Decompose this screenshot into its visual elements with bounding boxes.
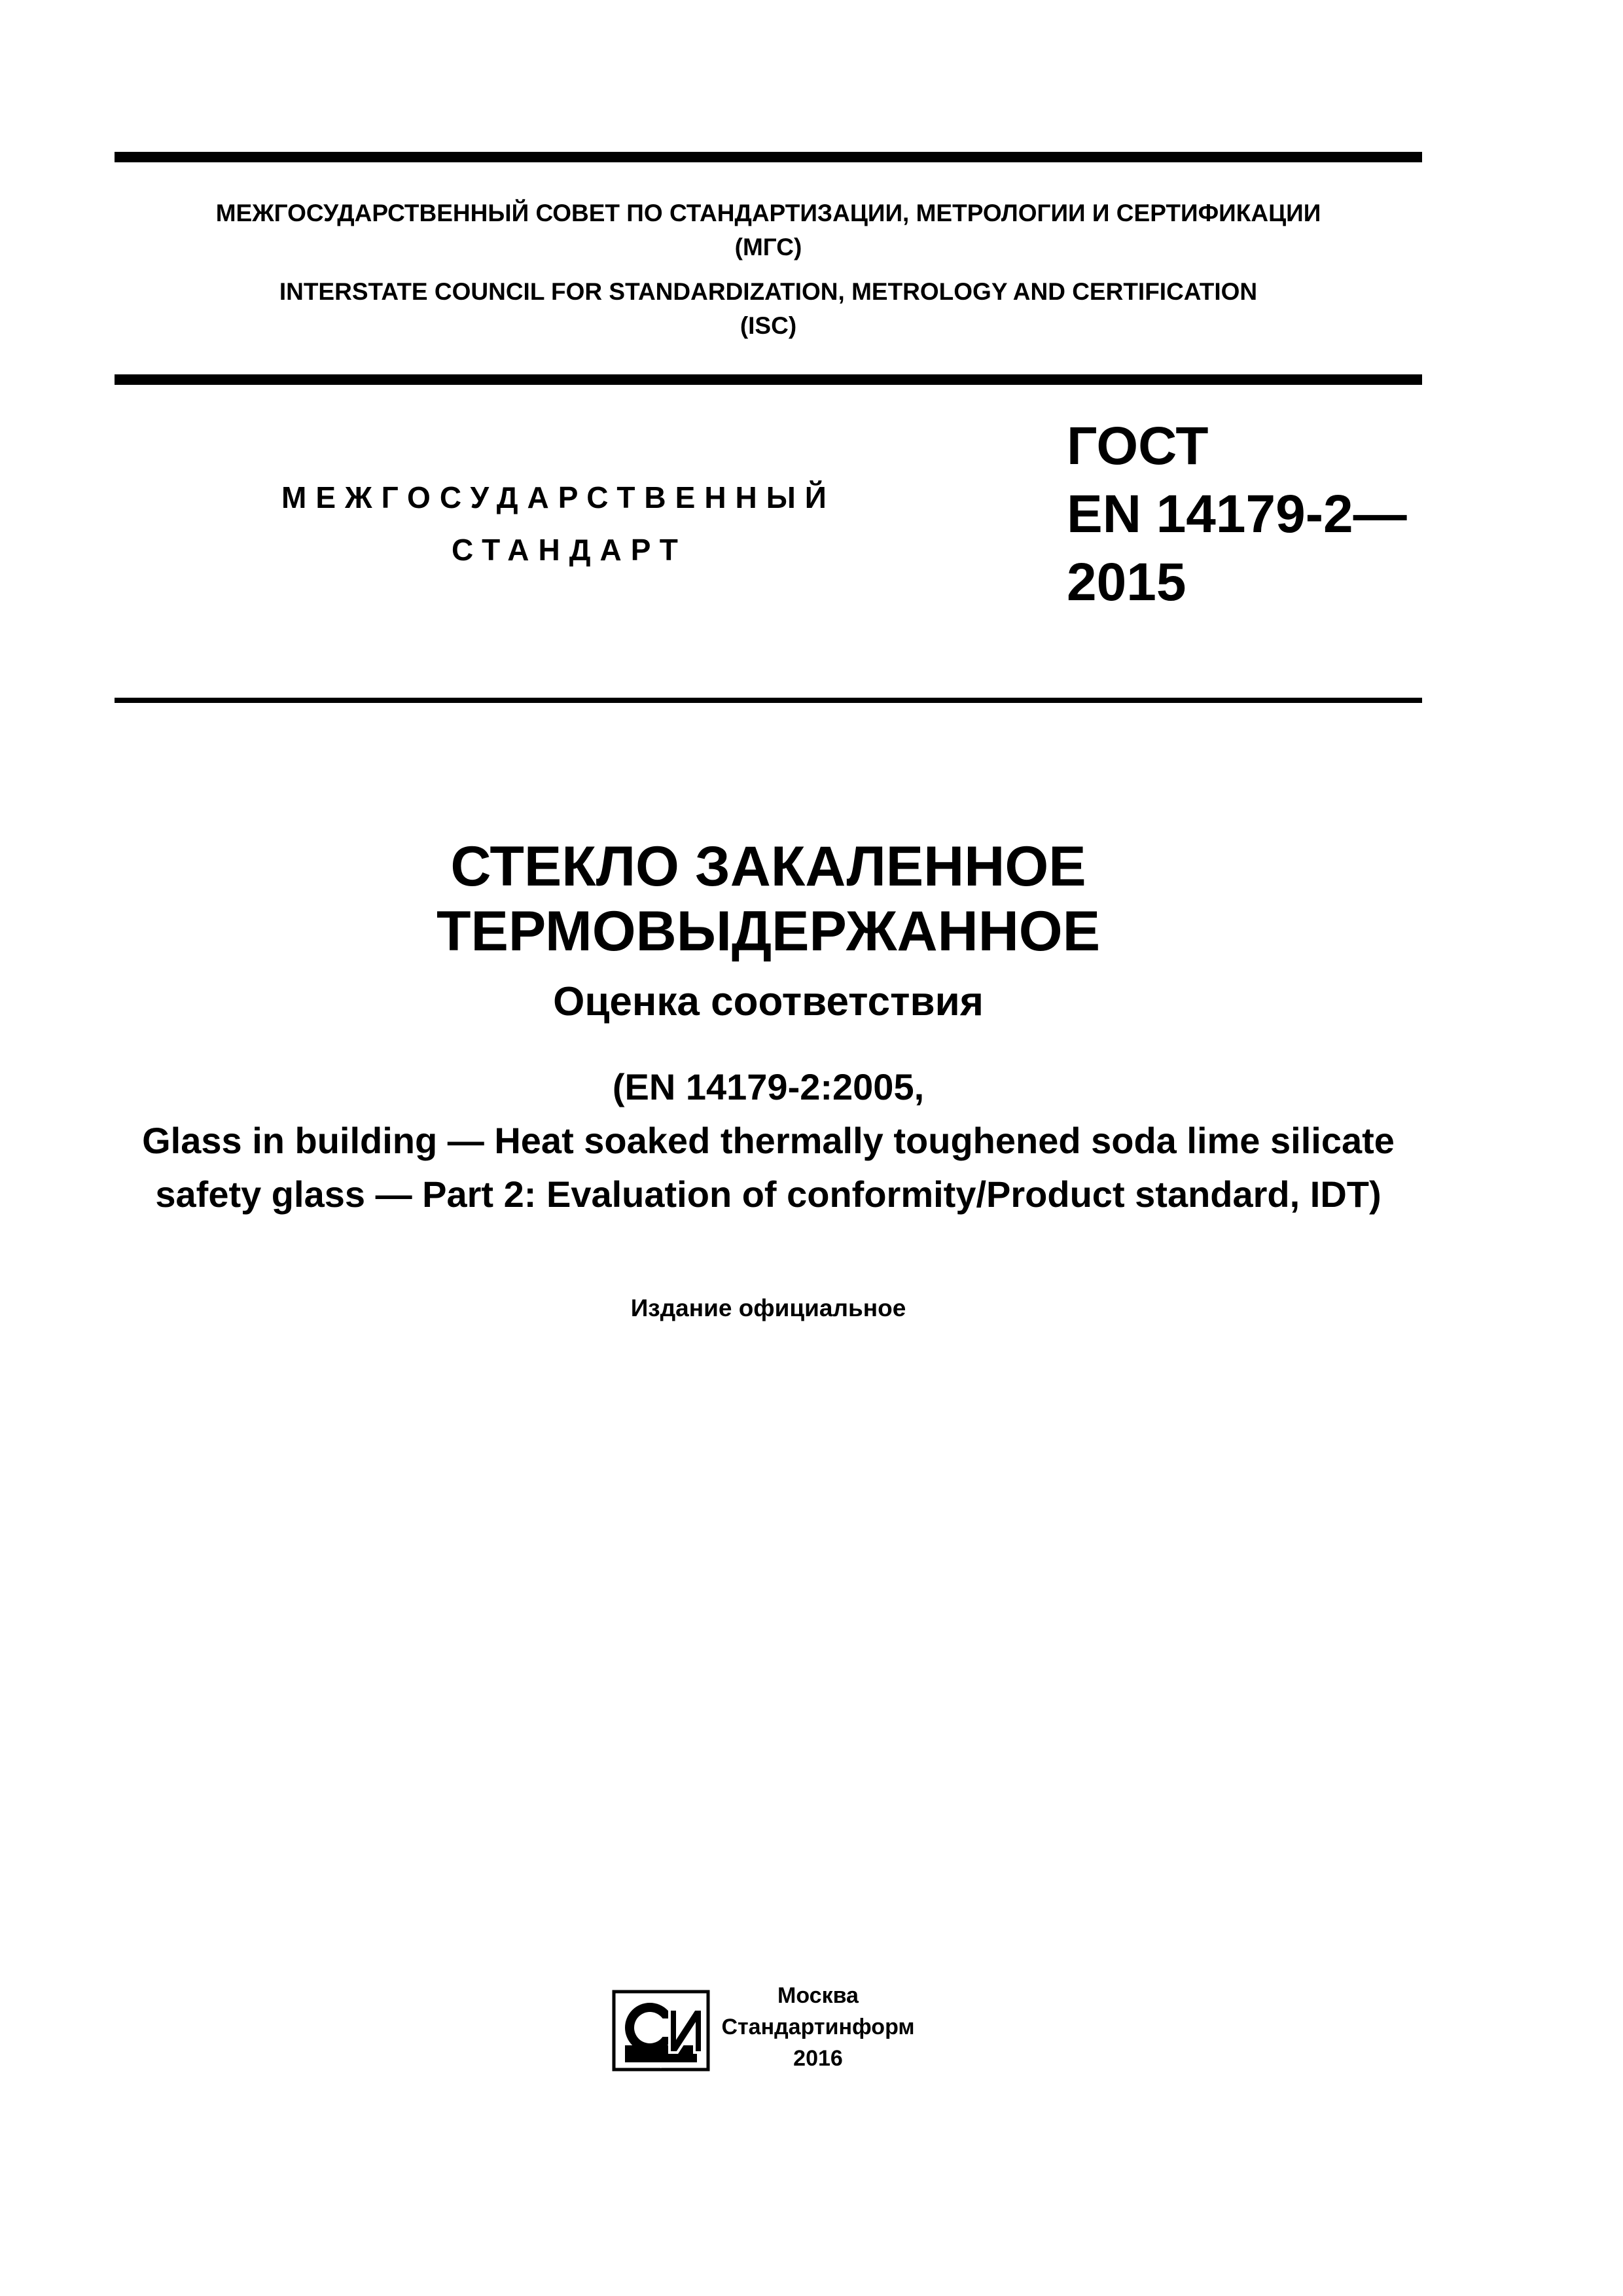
- gost-line3: 2015: [1067, 552, 1186, 612]
- document-title: СТЕКЛО ЗАКАЛЕННОЕ ТЕРМОВЫДЕРЖАННОЕ: [436, 835, 1101, 963]
- council-ru-name: МЕЖГОСУДАРСТВЕННЫЙ СОВЕТ ПО СТАНДАРТИЗАЦИИ, МЕТРОЛОГИИ И СЕРТИФИКАЦИИ: [215, 200, 1321, 226]
- standard-kind-line1: МЕЖГОСУДАРСТВЕННЫЙ: [281, 480, 836, 514]
- council-ru-abbr: (МГС): [734, 234, 802, 260]
- council-en: [115, 275, 1422, 343]
- logo-text: СИ: [660, 2068, 662, 2069]
- edition-note: Издание официальное: [630, 1295, 906, 1321]
- publisher-city: Москва: [777, 1983, 859, 2008]
- en-reference-line2: Glass in building — Heat soaked thermally toughened soda lime silicate: [142, 1120, 1395, 1161]
- standard-kind-line2: СТАНДАРТ: [452, 533, 687, 567]
- publisher-name: Стандартинформ: [721, 2015, 915, 2039]
- council-ru: [115, 196, 1422, 264]
- council-en-abbr: (ISC): [740, 312, 797, 339]
- standartinform-logo: [612, 1990, 710, 2072]
- gost-designation: [1067, 412, 1407, 617]
- gost-line1: ГОСТ: [1067, 416, 1209, 476]
- document-subtitle: Оценка соответствия: [553, 979, 984, 1024]
- council-bottom-rule: [115, 374, 1422, 385]
- publisher-block: [720, 1980, 916, 2074]
- en-reference-line1: (EN 14179-2:2005,: [612, 1066, 925, 1107]
- en-reference-line3: safety glass — Part 2: Evaluation of conformity/Product standard, IDT): [155, 1174, 1382, 1215]
- header-divider: [115, 698, 1422, 703]
- standard-kind: [281, 471, 936, 576]
- publisher-year: 2016: [793, 2046, 843, 2071]
- top-rule: [115, 152, 1422, 162]
- en-reference: [98, 1060, 1438, 1221]
- gost-line2: EN 14179-2—: [1067, 484, 1407, 544]
- council-en-name: INTERSTATE COUNCIL FOR STANDARDIZATION, METROLOGY AND CERTIFICATION: [279, 278, 1258, 305]
